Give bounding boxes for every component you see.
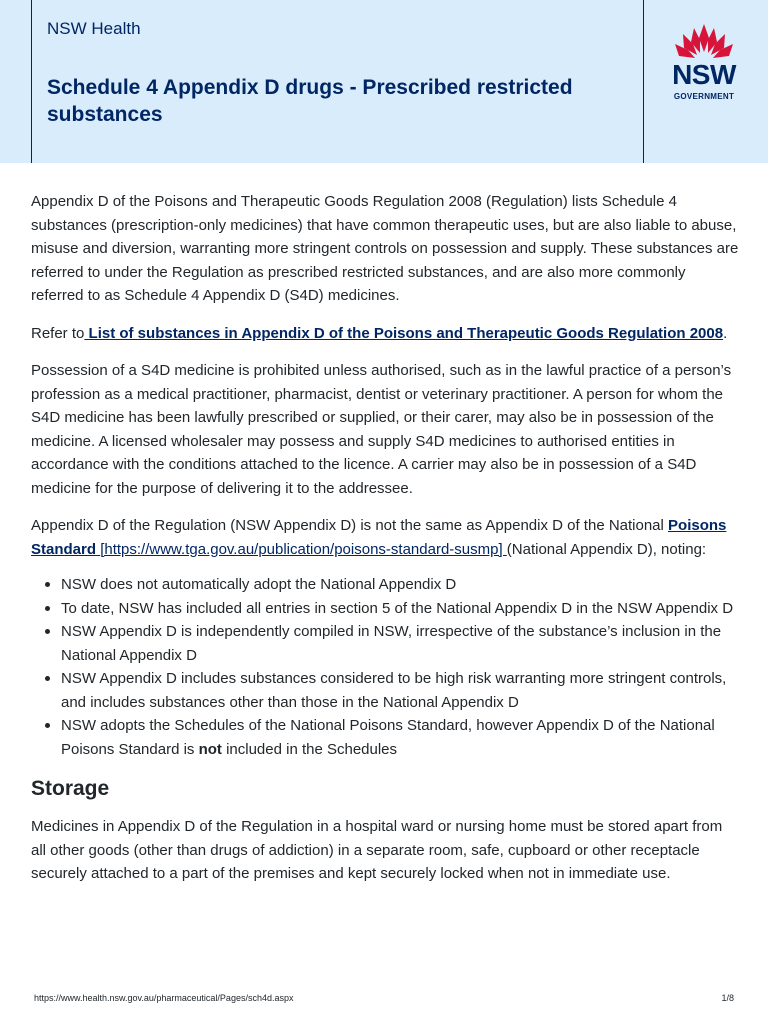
intro-paragraph: Appendix D of the Poisons and Therapeutic Goods Regulation 2008 (Regulation) lists Schedule 4 substances (prescription-only medicines) that have common therapeutic uses, but are also liable to abuse, misuse and diversion, warranting more stringent controls on possession and supply. These substances are referred to under the Regulation as prescribed restricted substances, and are also more commonly referred to as Schedule 4 Appendix D (S4D) medicines. bbox=[31, 193, 739, 304]
main-content bbox=[31, 190, 739, 900]
national-appendix-paragraph bbox=[31, 514, 739, 561]
bullet-icon bbox=[45, 676, 50, 681]
national-suffix: (National Appendix D), noting: bbox=[506, 540, 707, 558]
national-prefix: Appendix D of the Regulation (NSW Appendix D) is not the same as Appendix D of the National bbox=[31, 517, 669, 534]
footer-url: https://www.health.nsw.gov.au/pharmaceutical/Pages/sch4d.aspx bbox=[34, 993, 294, 1003]
bullet-icon bbox=[45, 606, 50, 611]
bullet-icon bbox=[45, 629, 50, 634]
header-divider-left bbox=[31, 0, 32, 163]
list-item bbox=[31, 714, 739, 761]
refer-prefix: Refer to bbox=[31, 324, 85, 342]
list-item-text: To date, NSW has included all entries in section 5 of the National Appendix D in the NSW Appendix D bbox=[61, 599, 734, 617]
list-item-text: NSW does not automatically adopt the National Appendix D bbox=[61, 576, 457, 593]
storage-heading: Storage bbox=[31, 777, 110, 800]
list-item-text: NSW adopts the Schedules of the National Poisons Standard, however Appendix D of the National Poisons Standard is bbox=[61, 717, 715, 758]
page-header bbox=[0, 0, 768, 163]
bullet-icon bbox=[45, 582, 50, 587]
possession-paragraph: Possession of a S4D medicine is prohibited unless authorised, such as in the lawful practice of a person’s profession as a medical practitioner, pharmacist, dentist or veterinary practitioner. A person for whom the S4D medicine has been lawfully prescribed or supplied, or their carer, may also be in possession of the medicine. A licensed wholesaler may possess and supply S4D medicines to authorised entities in accordance with the conditions attached to the licence. A carrier may also be in possession of a S4D medicine for the purpose of delivering it to the addressee. bbox=[31, 362, 732, 497]
list-item-text-suffix: included in the Schedules bbox=[221, 740, 398, 758]
list-item-text: NSW Appendix D includes substances considered to be high risk warranting more stringent controls, and includes substances other than those in the National Appendix D bbox=[61, 670, 727, 711]
bullet-icon bbox=[45, 723, 50, 728]
appendix-d-list-link[interactable]: List of substances in Appendix D of the Poisons and Therapeutic Goods Regulation 2008 bbox=[84, 324, 724, 342]
list-item-text: NSW Appendix D is independently compiled in NSW, irrespective of the substance’s inclusion in the National Appendix D bbox=[61, 623, 722, 664]
list-item bbox=[31, 573, 739, 597]
storage-paragraph: Medicines in Appendix D of the Regulation in a hospital ward or nursing home must be stored apart from all other goods (other than drugs of addiction) in a separate room, safe, cupboard or other receptacle securely attached to a part of the premises and kept securely locked when not in immediate use. bbox=[31, 818, 723, 882]
list-item bbox=[31, 667, 739, 714]
appendix-notes-list bbox=[31, 573, 739, 761]
page-number: 1/8 bbox=[721, 993, 734, 1003]
logo-wordmark: NSW bbox=[672, 59, 736, 90]
refer-paragraph bbox=[31, 322, 739, 346]
list-item bbox=[31, 597, 739, 621]
refer-suffix: . bbox=[723, 324, 728, 342]
page-title: Schedule 4 Appendix D drugs - Prescribed restricted substances bbox=[47, 76, 573, 126]
header-divider-right bbox=[643, 0, 644, 163]
emphasis-not: not bbox=[198, 740, 222, 758]
poisons-standard-link[interactable]: Poisons Standard bbox=[31, 517, 727, 558]
poisons-standard-url-link[interactable]: [https://www.tga.gov.au/publication/poisons-standard-susmp] bbox=[100, 540, 507, 558]
org-name[interactable]: NSW Health bbox=[47, 19, 141, 38]
logo-subtitle: GOVERNMENT bbox=[673, 92, 735, 101]
list-item bbox=[31, 620, 739, 667]
